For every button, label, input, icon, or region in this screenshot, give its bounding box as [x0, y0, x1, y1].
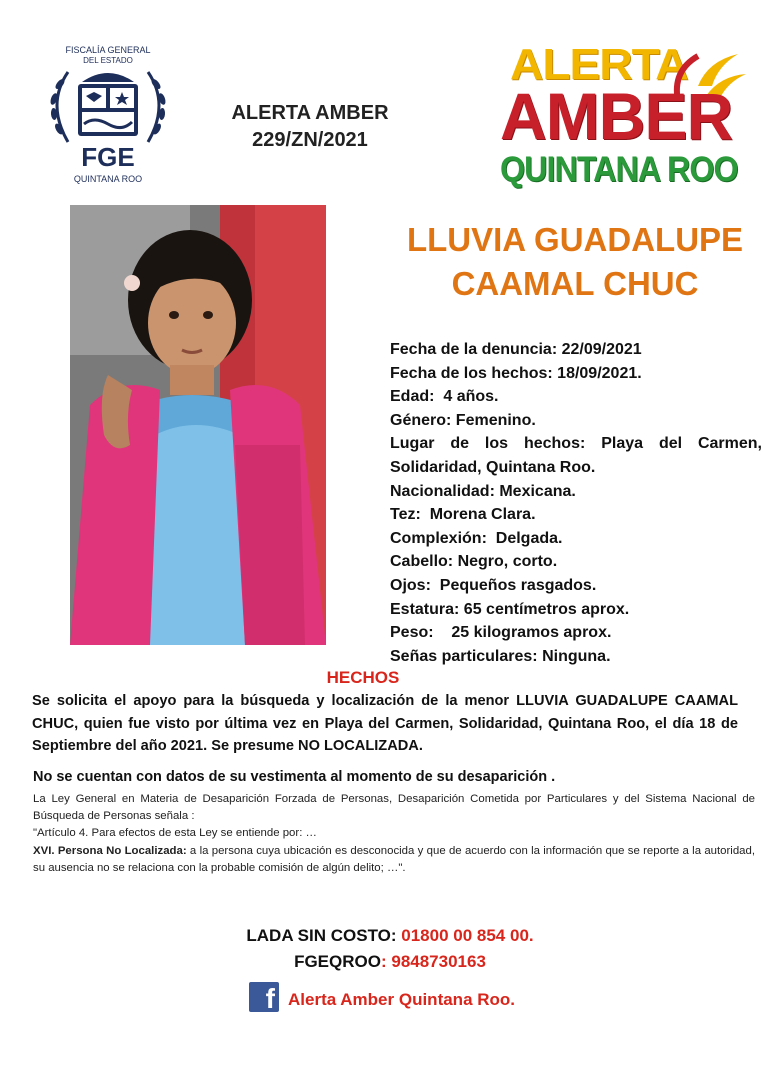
detail-row — [390, 385, 762, 409]
legal-definition-text: a la persona cuya ubicación es desconocida y que de acuerdo con la información que se reporte a la autoridad, su ausencia no se relaciona con la probable comisión de algún delito; …". — [33, 844, 755, 874]
facebook-icon[interactable]: f — [249, 982, 279, 1012]
detail-row — [390, 550, 762, 574]
detail-row — [390, 621, 762, 645]
detail-row — [390, 527, 762, 551]
detail-label: Estatura: — [390, 600, 460, 618]
detail-row — [390, 432, 762, 479]
lada-line — [0, 923, 768, 949]
alert-label: ALERTA AMBER — [231, 102, 389, 124]
detail-label: Fecha de la denuncia: — [390, 341, 558, 358]
detail-value: 18/09/2021. — [552, 364, 642, 382]
detail-row — [390, 409, 762, 433]
detail-row — [390, 503, 762, 527]
lada-number[interactable]: 01800 00 854 00. — [396, 926, 534, 945]
detail-label: Señas particulares: — [390, 647, 538, 665]
person-name-line-2: CAAMAL CHUC — [451, 265, 699, 302]
detail-value: 65 centímetros aprox. — [459, 600, 630, 618]
missing-person-photo — [70, 205, 326, 645]
detail-value: Playa del Carmen, Solidaridad, Quintana Roo. — [390, 435, 762, 476]
lada-label: LADA SIN COSTO: — [246, 926, 397, 945]
fge-line — [0, 949, 768, 975]
contact-block — [0, 923, 768, 975]
detail-label: Nacionalidad: — [390, 482, 495, 500]
detail-label: Cabello: — [390, 553, 454, 571]
detail-value: Mexicana. — [494, 482, 576, 500]
legal-definition — [33, 843, 755, 877]
fge-top-text-1: FISCALÍA GENERAL — [65, 45, 151, 55]
detail-row — [390, 480, 762, 504]
detail-label: Lugar de los hechos: — [390, 435, 586, 453]
detail-label: Fecha de los hechos: — [390, 364, 553, 382]
amber-logo-alerta: ALERTA — [510, 40, 688, 89]
detail-label: Peso: — [390, 624, 434, 642]
fge-number[interactable]: : 9848730163 — [380, 952, 486, 971]
detail-label: Complexión: — [390, 529, 487, 547]
detail-value: Negro, corto. — [453, 553, 558, 571]
detail-label: Género: — [390, 411, 452, 429]
detail-row — [390, 574, 762, 598]
person-details — [390, 338, 762, 668]
facebook-label[interactable]: Alerta Amber Quintana Roo — [288, 990, 511, 1009]
hechos-title: HECHOS — [326, 668, 400, 687]
legal-definition-term: XVI. Persona No Localizada: — [33, 844, 187, 857]
detail-value: Morena Clara. — [420, 506, 536, 524]
person-name-line-1: LLUVIA GUADALUPE — [406, 221, 744, 258]
detail-row — [390, 598, 762, 622]
hechos-text: Se solicita el apoyo para la búsqueda y localización de la menor LLUVIA GUADALUPE CAAMAL CHUC, quien fue visto por última vez en Playa del Carmen, Solidaridad, Quintana Roo, el día 18 de Septiembre del año 2021. Se presume NO LOCALIZADA. — [32, 693, 738, 754]
detail-value: Pequeños rasgados. — [430, 576, 597, 594]
detail-row — [390, 362, 762, 386]
alerta-amber-logo — [498, 38, 748, 198]
detail-row — [390, 338, 762, 362]
fge-label: FGEQROO — [294, 952, 381, 971]
detail-value: 4 años. — [434, 388, 499, 406]
facebook-suffix: . — [510, 990, 516, 1009]
amber-logo-amber: AMBER — [500, 79, 733, 153]
detail-label: Ojos: — [390, 576, 431, 594]
detail-value: 22/09/2021 — [557, 341, 642, 358]
fge-top-text-2: DEL ESTADO — [83, 56, 133, 65]
legal-text — [33, 791, 755, 877]
legal-article: "Artículo 4. Para efectos de esta Ley se entiende por: … — [33, 827, 317, 840]
detail-value: Delgada. — [486, 529, 563, 547]
fge-logo — [38, 44, 178, 186]
legal-intro: La Ley General en Materia de Desaparición Forzada de Personas, Desaparición Cometida por Particulares y del Sistema Nacional de Búsqueda de Personas señala : — [33, 793, 755, 823]
alert-code-block — [205, 100, 415, 154]
detail-value: Femenino. — [451, 411, 536, 429]
fge-acronym: FGE — [81, 142, 135, 172]
clothing-note: No se cuentan con datos de su vestimenta al momento de su desaparición . — [33, 769, 556, 785]
amber-logo-quintana-roo: QUINTANA ROO — [500, 150, 738, 189]
detail-label: Edad: — [390, 388, 435, 406]
detail-value: Ninguna. — [537, 647, 611, 665]
detail-value: 25 kilogramos aprox. — [433, 624, 612, 642]
person-name — [370, 218, 768, 306]
detail-row — [390, 645, 762, 669]
facebook-link[interactable] — [288, 990, 515, 1010]
alert-code: 229/ZN/2021 — [252, 129, 368, 151]
fge-bottom-text: QUINTANA ROO — [73, 174, 143, 184]
detail-label: Tez: — [390, 506, 421, 524]
